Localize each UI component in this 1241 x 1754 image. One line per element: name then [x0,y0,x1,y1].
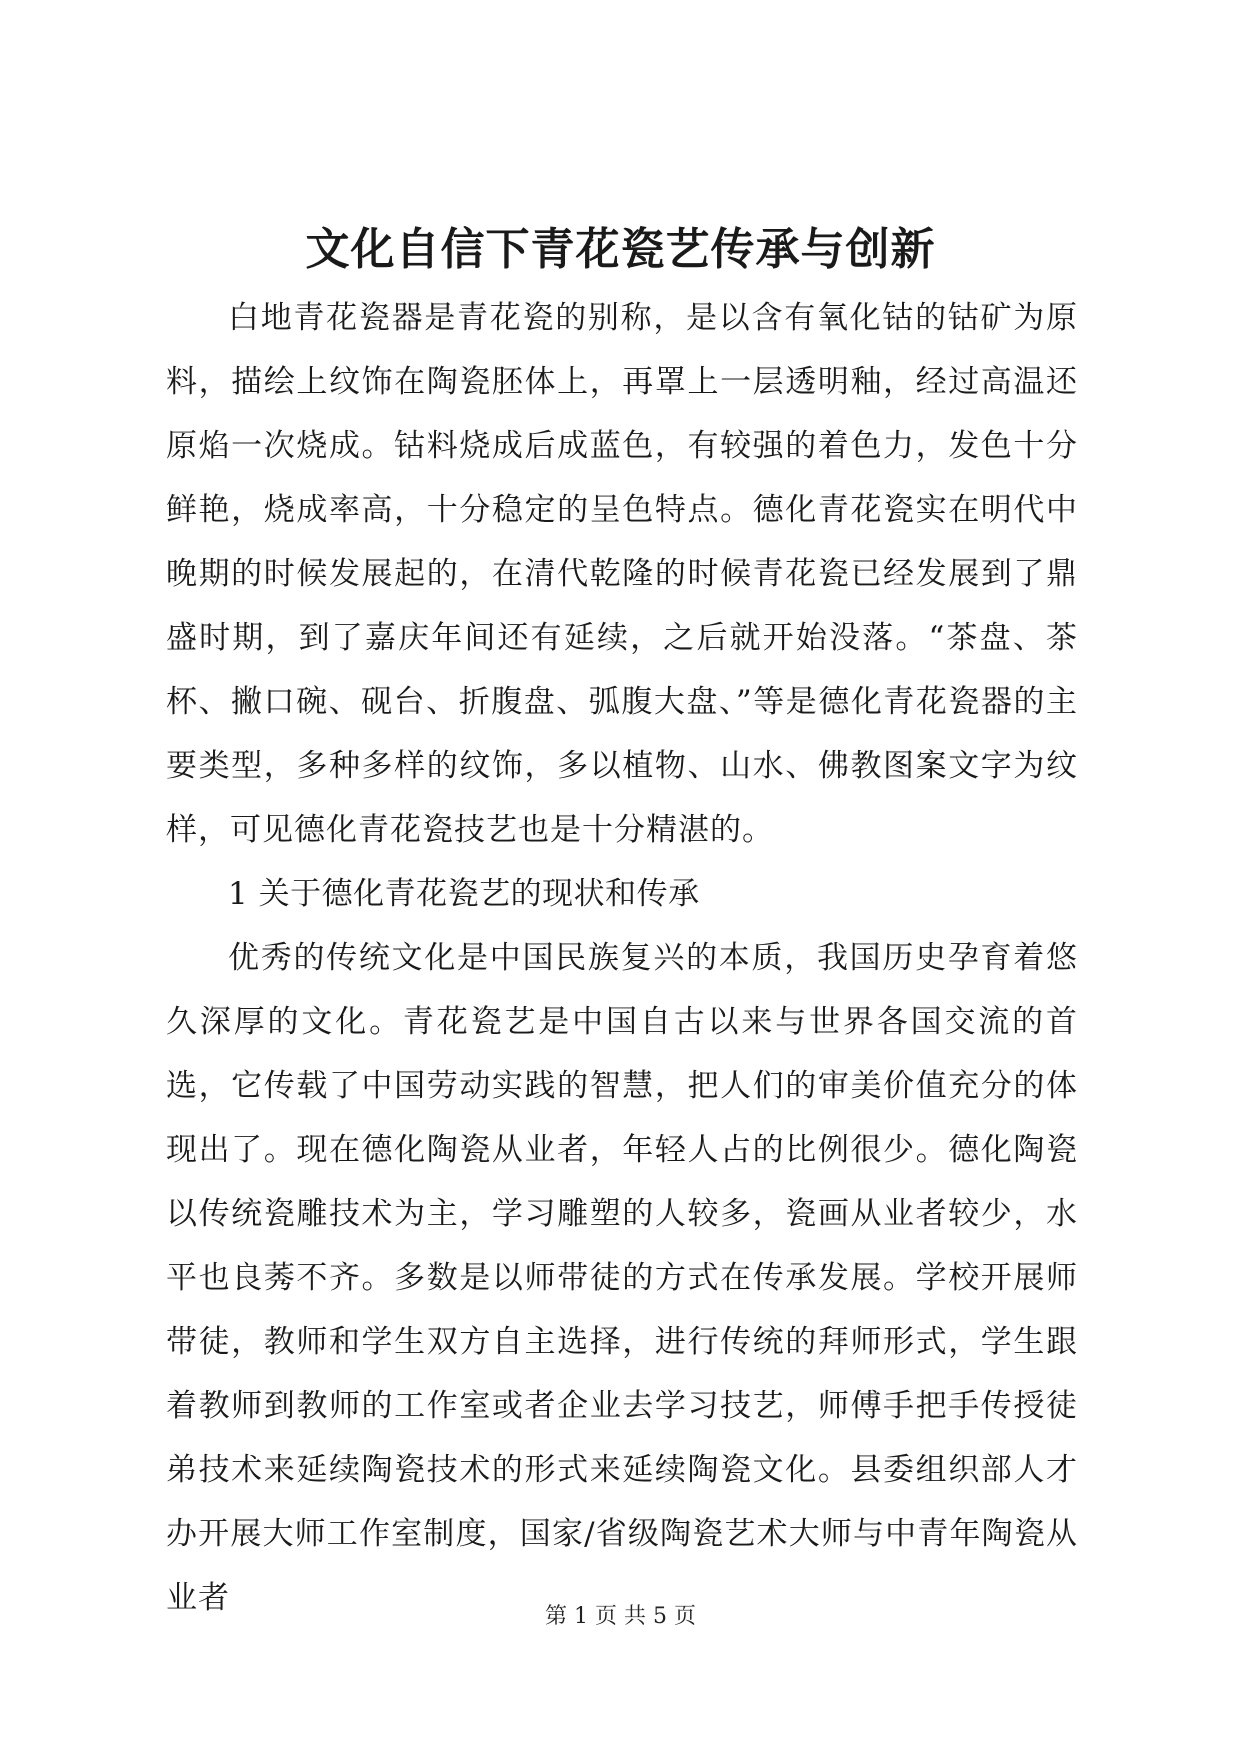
document-title: 文化自信下青花瓷艺传承与创新 [305,224,936,275]
page-footer: 第 1 页 共 5 页 [545,1604,696,1629]
intro-paragraph: 白地青花瓷器是青花瓷的别称，是以含有氧化钴的钴矿为原料，描绘上纹饰在陶瓷胚体上，再罩上一层透明釉，经过高温还原焰一次烧成。钴料烧成后成蓝色，有较强的着色力，发色十分鲜艳，烧成率高，十分稳定的呈色特点。德化青花瓷实在明代中晚期的时候发展起的，在清代乾隆的时候青花瓷已经发展到了鼎盛时期，到了嘉庆年间还有延续，之后就开始没落。“茶盘、茶杯、撇口碗、砚台、折腹盘、弧腹大盘、”等是德化青花瓷器的主要类型，多种多样的纹饰，多以植物、山水、佛教图案文字为纹样，可见德化青花瓷技艺也是十分精湛的。 [166,300,1078,848]
section-paragraph: 优秀的传统文化是中国民族复兴的本质，我国历史孕育着悠久深厚的文化。青花瓷艺是中国自古以来与世界各国交流的首选，它传载了中国劳动实践的智慧，把人们的审美价值充分的体现出了。现在德化陶瓷从业者，年轻人占的比例很少。德化陶瓷以传统瓷雕技术为主，学习雕塑的人较多，瓷画从业者较少，水平也良莠不齐。多数是以师带徒的方式在传承发展。学校开展师带徒，教师和学生双方自主选择，进行传统的拜师形式，学生跟着教师到教师的工作室或者企业去学习技艺，师傅手把手传授徒弟技术来延续陶瓷技术的形式来延续陶瓷文化。县委组织部人才办开展大师工作室制度，国家/省级陶瓷艺术大师与中青年陶瓷从业者 [166,940,1078,1616]
section-heading: 1 关于德化青花瓷艺的现状和传承 [228,876,700,912]
document-body [166,286,1078,1630]
